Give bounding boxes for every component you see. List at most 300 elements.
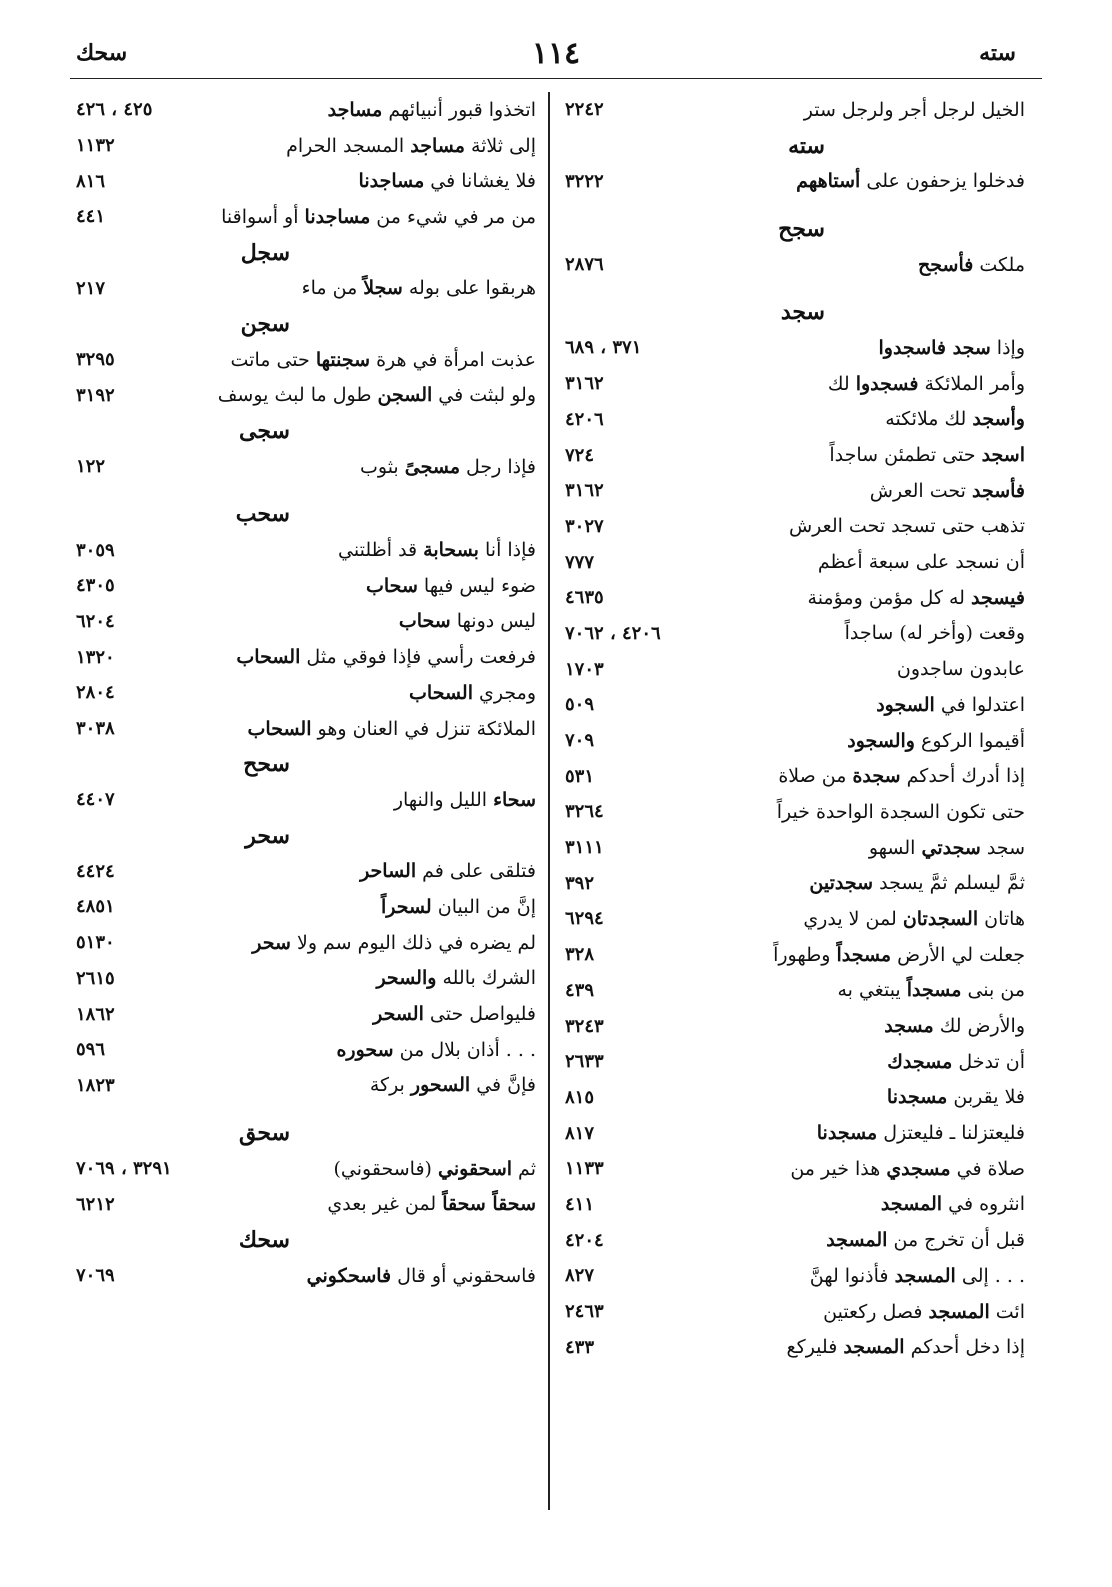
hadith-number: ٤٣٣ [565, 1336, 595, 1358]
entry-text [231, 349, 536, 371]
hadith-number: ٨١٥ [565, 1086, 595, 1108]
hadith-number: ١٣٢٠ [76, 646, 115, 668]
index-entry [565, 937, 1025, 973]
index-entry [76, 568, 536, 604]
entry-text-part: فليركع [786, 1336, 844, 1359]
root-heading: سجل [240, 239, 290, 266]
hadith-number: ٨١٦ [76, 170, 106, 192]
index-entry [565, 1151, 1025, 1187]
entry-text [248, 718, 536, 740]
hadith-number: ١١٣٣ [565, 1158, 604, 1180]
index-entry [76, 1032, 536, 1068]
entry-keyword: المسجد [928, 1300, 990, 1323]
spacer [565, 282, 1025, 294]
entry-keyword: فسجدوا [855, 372, 919, 395]
entry-text-part: حتى ماتت [230, 348, 316, 371]
entry-text-part: أقيموا الركوع [914, 729, 1025, 752]
index-entry [565, 1222, 1025, 1258]
entry-text-part: إذا دخل أحدكم [904, 1336, 1025, 1359]
entry-text-part: هاتان [978, 907, 1025, 930]
entry-text-part: ملكت [973, 253, 1025, 276]
entry-text-part: من ماء [301, 277, 364, 300]
entry-keyword: مسجدي [886, 1157, 951, 1180]
entry-text [845, 622, 1025, 644]
index-entry [565, 723, 1025, 759]
entry-text-part: إلى ثلاثة [464, 134, 536, 157]
index-entry [76, 853, 536, 889]
entry-keyword: سجنتها [315, 348, 371, 371]
hadith-number: ١٢٢ [76, 456, 106, 478]
entry-text [879, 337, 1026, 359]
index-entry [565, 901, 1025, 937]
entry-text [869, 837, 1025, 859]
index-entry [565, 1294, 1025, 1330]
hadith-number: ٤٨٥١ [76, 896, 115, 918]
entry-keyword: فأسجد [971, 479, 1025, 502]
entry-text [236, 646, 536, 668]
entry-text-part: جعلت لي الأرض [891, 943, 1025, 966]
header-rule [70, 78, 1042, 79]
index-entry [565, 330, 1025, 366]
entry-text-part: اتخذوا قبور أنبيائهم [382, 98, 536, 121]
index-entry [76, 925, 536, 961]
hadith-number: ٢٦٣٣ [565, 1051, 604, 1073]
entry-keyword: السحاب [247, 717, 312, 740]
entry-text-part: لك ملائكته [885, 408, 973, 431]
entry-text-part: عذبت امرأة في هرة [370, 348, 536, 371]
hadith-number: ٥١٣٠ [76, 932, 115, 954]
entry-text-part: ليس دونها [450, 610, 536, 633]
entry-keyword: مساجد [410, 134, 465, 157]
entry-keyword: مسجدنا [816, 1122, 878, 1145]
entry-text [370, 1074, 536, 1096]
entry-text [790, 1158, 1025, 1180]
index-entry [565, 758, 1025, 794]
index-entry [76, 604, 536, 640]
hadith-number: ٧٠٦٩ [76, 1265, 115, 1287]
root-heading: سته [788, 132, 825, 159]
index-entry [565, 544, 1025, 580]
index-entry [76, 342, 536, 378]
entry-keyword: بسحابة [423, 539, 479, 562]
entry-keyword: مسجداً [836, 943, 892, 966]
entry-text-part: وطهوراً [773, 943, 837, 966]
index-entry [76, 1068, 536, 1104]
hadith-number: ٤٤٢٤ [76, 860, 115, 882]
hadith-number: ٤٣٠٥ [76, 575, 115, 597]
index-entry [565, 1115, 1025, 1151]
index-entry [565, 509, 1025, 545]
entry-text [887, 1051, 1025, 1073]
entry-text-part: ضوء ليس فيها [417, 574, 536, 597]
entry-text-part: فلا يقربن [947, 1086, 1025, 1109]
index-entry [565, 1044, 1025, 1080]
entry-text-part: اعتدلوا في [934, 693, 1025, 716]
entry-text [221, 206, 536, 228]
index-entry [76, 996, 536, 1032]
hadith-number: ٦٢٩٤ [565, 908, 604, 930]
entry-keyword: اسحقوني [438, 1157, 513, 1180]
entry-text-part: فدخلوا يزحفون على [860, 170, 1025, 193]
entry-text-part: انثروه في [942, 1193, 1025, 1216]
hadith-number: ٣١٩٢ [76, 384, 115, 406]
entry-text-part: فليواصل حتى [423, 1003, 536, 1026]
index-entry [565, 437, 1025, 473]
entry-text-part: سجد [980, 836, 1025, 859]
entry-text [804, 99, 1025, 121]
entry-text [327, 1193, 536, 1215]
entry-keyword: السجود [876, 693, 935, 716]
root-heading: سجح [778, 215, 825, 242]
entry-text [360, 860, 536, 882]
entry-text [336, 1039, 536, 1061]
page-number: ١١٤ [531, 36, 581, 71]
entry-text [381, 896, 536, 918]
entry-keyword: والسجود [847, 729, 915, 752]
entry-text [803, 908, 1025, 930]
entry-text [817, 1122, 1025, 1144]
hadith-number: ١٧٠٣ [565, 658, 604, 680]
entry-text [328, 99, 536, 121]
entry-text-part: الشرك بالله [436, 967, 536, 990]
entry-text-part: الخيل لرجل أجر ولرجل ستر [803, 98, 1025, 121]
left-column [76, 92, 536, 1294]
hadith-number: ١٨٦٢ [76, 1003, 115, 1025]
entry-keyword: السجدتان [902, 907, 979, 930]
entry-keyword: المسجد [843, 1336, 905, 1359]
index-entry [76, 675, 536, 711]
header-left-keyword: سحك [76, 40, 128, 66]
index-entry [76, 1258, 536, 1294]
spacer [565, 199, 1025, 211]
entry-text [809, 872, 1025, 894]
hadith-number: ٥٣١ [565, 765, 595, 787]
index-entry [565, 247, 1025, 283]
root-heading: سجن [240, 310, 290, 337]
entry-text-part: لم يضره في ذلك اليوم سم ولا [290, 931, 536, 954]
entry-keyword: اسجد [981, 444, 1025, 467]
entry-keyword: سحاب [398, 610, 451, 633]
entry-text [796, 170, 1025, 192]
entry-keyword: المسجد [894, 1264, 956, 1287]
root-heading: سجد [780, 299, 825, 326]
entry-text-part: قبل أن تخرج من [887, 1229, 1025, 1252]
entry-text-part: قد أظلتني [338, 539, 424, 562]
entry-text [252, 932, 536, 954]
root-heading: سحر [245, 822, 290, 849]
entry-text [359, 170, 536, 192]
index-entry [565, 92, 1025, 128]
entry-text-part: فإنَّ في [470, 1074, 536, 1097]
entry-text-part: السهو [868, 836, 922, 859]
entry-text-part: بركة [369, 1074, 411, 1097]
entry-text [847, 730, 1025, 752]
entry-text [286, 135, 536, 157]
hadith-number: ٤١١ [565, 1193, 595, 1215]
root-heading: سجى [239, 418, 290, 445]
entry-text-part: يبتغي به [837, 979, 907, 1002]
right-column [565, 92, 1025, 1365]
index-entry [76, 711, 536, 747]
entry-text [828, 373, 1025, 395]
entry-text-part: من صلاة [778, 765, 853, 788]
entry-text-part: لك [827, 372, 856, 395]
hadith-number: ٢٢٤٢ [565, 99, 604, 121]
entry-text [334, 1158, 536, 1180]
entry-text [394, 789, 536, 811]
entry-text [338, 539, 536, 561]
entry-text-part: (فاسحقوني) [333, 1157, 438, 1180]
entry-text-part: ثم [512, 1157, 536, 1180]
entry-keyword: مسجدك [887, 1050, 953, 1073]
entry-text [787, 1336, 1025, 1358]
hadith-number: ٤٤١ [76, 206, 106, 228]
entry-text [897, 658, 1025, 680]
entry-text-part: أن نسجد على سبعة أعظم [817, 551, 1025, 574]
entry-text [876, 694, 1025, 716]
entry-text [818, 551, 1025, 573]
entry-text [884, 1015, 1025, 1037]
entry-text [777, 801, 1025, 823]
index-entry [565, 1187, 1025, 1223]
index-entry [76, 961, 536, 997]
entry-text [302, 277, 536, 299]
entry-keyword: سحاء [493, 788, 536, 811]
entry-text [409, 682, 536, 704]
hadith-number: ٤٣٩ [565, 979, 595, 1001]
hadith-number: ٤٢٠٦ [565, 408, 604, 430]
column-divider [548, 92, 550, 1510]
root-heading: سحك [238, 1227, 290, 1254]
entry-text-part: وأمر الملائكة [918, 372, 1025, 395]
entry-keyword: سجلاً [363, 277, 403, 300]
index-entry [565, 580, 1025, 616]
hadith-number: ٧٠٩ [565, 730, 595, 752]
entry-text-part: عابدون ساجدون [896, 658, 1025, 681]
index-entry [76, 378, 536, 414]
hadith-number: ٢٨٠٤ [76, 682, 115, 704]
entry-text [373, 1003, 536, 1025]
entry-text-part: إذا أدرك أحدكم [900, 765, 1025, 788]
entry-text-part: حتى تطمئن ساجداً [829, 444, 982, 467]
index-entry [565, 865, 1025, 901]
entry-text [376, 967, 536, 989]
entry-keyword: سجدتي [921, 836, 981, 859]
entry-keyword: مسجد [884, 1015, 934, 1038]
entry-text [810, 1265, 1025, 1287]
hadith-number: ٢٤٦٣ [565, 1301, 604, 1323]
entry-text [826, 1229, 1025, 1251]
entry-text [789, 515, 1025, 537]
hadith-number: ٢٦١٥ [76, 967, 115, 989]
entry-keyword: سجدتين [809, 872, 874, 895]
hadith-number: ٤٢٠٦ ، ٧٠٦٢ [565, 622, 661, 644]
entry-text-part: الملائكة تنزل في العنان وهو [311, 717, 536, 740]
entry-text-part: تحت العرش [869, 479, 972, 502]
hadith-number: ١١٣٢ [76, 135, 115, 157]
entry-keyword: مسجداً [906, 979, 962, 1002]
entry-text [778, 765, 1025, 787]
index-entry [76, 128, 536, 164]
entry-text-part: المسجد الحرام [286, 134, 411, 157]
hadith-number: ٣٠٣٨ [76, 718, 115, 740]
hadith-number: ٨١٧ [565, 1122, 595, 1144]
hadith-number: ٣٩٢ [565, 872, 595, 894]
entry-text [887, 1086, 1025, 1108]
hadith-number: ٢١٧ [76, 277, 106, 299]
entry-text-part: والأرض لك [933, 1015, 1025, 1038]
entry-keyword: السحر [373, 1003, 424, 1026]
entry-text-part: ومجري [472, 681, 536, 704]
entry-text-part: فإذا أنا [478, 539, 536, 562]
entry-text-part: فصل ركعتين [823, 1300, 929, 1323]
spacer [76, 1103, 536, 1115]
hadith-number: ٤٦٣٥ [565, 587, 604, 609]
entry-keyword: وأسجد [972, 408, 1025, 431]
entry-text [885, 408, 1025, 430]
entry-text-part: لمن غير بعدي [327, 1193, 443, 1216]
entry-text-part: تذهب حتى تسجد تحت العرش [788, 515, 1025, 538]
root-heading: سحق [239, 1120, 290, 1147]
index-entry [76, 270, 536, 306]
entry-text-part: فليعتزلنا ـ فليعتزل [877, 1122, 1025, 1145]
entry-text-part: طول ما لبث يوسف [217, 384, 378, 407]
hadith-number: ٨٢٧ [565, 1265, 595, 1287]
entry-text [837, 979, 1025, 1001]
entry-keyword: فأسجح [918, 253, 974, 276]
entry-keyword: فاسحكوني [306, 1264, 392, 1287]
entry-keyword: أستاههم [796, 170, 861, 193]
index-entry [76, 1187, 536, 1223]
hadith-number: ٢٨٧٦ [565, 254, 604, 276]
entry-keyword: والسحر [376, 967, 437, 990]
entry-keyword: مساجدنا [358, 170, 425, 193]
index-entry [565, 1329, 1025, 1365]
entry-text-part: ائت [989, 1300, 1025, 1323]
hadith-number: ٣٧١ ، ٦٨٩ [565, 337, 642, 359]
entry-text [218, 384, 536, 406]
header-right-keyword: سته [979, 40, 1016, 66]
index-entry [565, 402, 1025, 438]
entry-text-part: فإذا رجل [460, 455, 536, 478]
entry-keyword: فيسجد [970, 586, 1025, 609]
hadith-number: ٣١٦٢ [565, 373, 604, 395]
hadith-number: ٣٢٩١ ، ٧٠٦٩ [76, 1158, 172, 1180]
entry-keyword: مساجدنا [304, 205, 371, 228]
root-heading: سحب [235, 501, 290, 528]
entry-text-part: صلاة في [950, 1157, 1025, 1180]
entry-text [870, 480, 1025, 502]
spacer [76, 485, 536, 497]
hadith-number: ٣٢٢٢ [565, 170, 604, 192]
index-entry [76, 199, 536, 235]
entry-text-part: أن تدخل [952, 1050, 1025, 1073]
index-entry [565, 616, 1025, 652]
hadith-number: ٣٢٤٣ [565, 1015, 604, 1037]
entry-keyword: مساجد [327, 98, 383, 121]
index-entry [565, 1258, 1025, 1294]
entry-text-part: الليل والنهار [393, 788, 494, 811]
entry-text [918, 254, 1025, 276]
hadith-number: ٦٢١٢ [76, 1193, 115, 1215]
index-entry [565, 794, 1025, 830]
entry-text [829, 444, 1025, 466]
entry-keyword: سحوره [336, 1038, 394, 1061]
hadith-number: ٣٠٢٧ [565, 515, 604, 537]
entry-keyword: الساحر [360, 860, 417, 883]
index-entry [76, 449, 536, 485]
entry-keyword: سحاب [366, 574, 418, 597]
hadith-number: ٤٢٠٤ [565, 1229, 604, 1251]
root-heading: سحح [243, 751, 290, 778]
entry-keyword: السجن [377, 384, 433, 407]
hadith-number: ١٨٢٣ [76, 1074, 115, 1096]
index-entry [565, 830, 1025, 866]
hadith-number: ٦٢٠٤ [76, 610, 115, 632]
hadith-number: ٣٢٩٥ [76, 349, 115, 371]
entry-text-part: فاسحقوني أو قال [391, 1264, 536, 1287]
entry-text [307, 1265, 536, 1287]
hadith-number: ٣١٦٢ [565, 480, 604, 502]
entry-text [399, 610, 536, 632]
index-entry [565, 1080, 1025, 1116]
entry-keyword: لسحراً [380, 895, 432, 918]
hadith-number: ٤٤٠٧ [76, 789, 115, 811]
index-entry [565, 366, 1025, 402]
index-entry [565, 163, 1025, 199]
entry-text-part: ولو لبثت في [432, 384, 536, 407]
entry-text [360, 456, 536, 478]
entry-keyword: السحاب [409, 681, 473, 704]
index-entry [76, 639, 536, 675]
index-entry [565, 973, 1025, 1009]
entry-text-part: من مر في شيء من [370, 205, 536, 228]
entry-text [823, 1301, 1025, 1323]
entry-text-part: إنَّ من البيان [431, 895, 536, 918]
entry-keyword: المسجد [880, 1193, 943, 1216]
entry-text [773, 944, 1025, 966]
hadith-number: ٧٢٤ [565, 444, 595, 466]
entry-text [881, 1193, 1025, 1215]
entry-keyword: سجدة [852, 765, 901, 788]
entry-keyword: مسجدنا [886, 1086, 948, 1109]
hadith-number: ٣٢٨ [565, 944, 595, 966]
entry-text-part: لمن لا يدري [803, 907, 903, 930]
entry-text-part: بثوب [360, 455, 405, 478]
hadith-number: ٥٩٦ [76, 1039, 106, 1061]
entry-text-part: ثمَّ ليسلم ثمَّ يسجد [873, 872, 1025, 895]
entry-text-part: وقعت (وأخر له) ساجداً [844, 622, 1025, 645]
entry-keyword: سجد فاسجدوا [878, 336, 991, 359]
hadith-number: ٥٠٩ [565, 694, 595, 716]
entry-keyword: مسجىً [404, 455, 460, 478]
entry-text-part: له كل مؤمن ومؤمنة [807, 586, 971, 609]
index-entry [76, 782, 536, 818]
entry-text-part: هذا خير من [790, 1157, 887, 1180]
entry-keyword: سحر [252, 931, 291, 954]
index-entry [565, 1008, 1025, 1044]
index-entry [76, 1151, 536, 1187]
index-entry [565, 651, 1025, 687]
hadith-number: ٣٠٥٩ [76, 539, 115, 561]
index-entry [565, 687, 1025, 723]
entry-keyword: السحاب [236, 646, 301, 669]
entry-text-part: هربقوا على بوله [402, 277, 536, 300]
entry-text-part: من بنى [961, 979, 1025, 1002]
entry-text [808, 587, 1025, 609]
entry-text-part: . . . إلى [955, 1264, 1025, 1287]
hadith-number: ٣١١١ [565, 837, 604, 859]
